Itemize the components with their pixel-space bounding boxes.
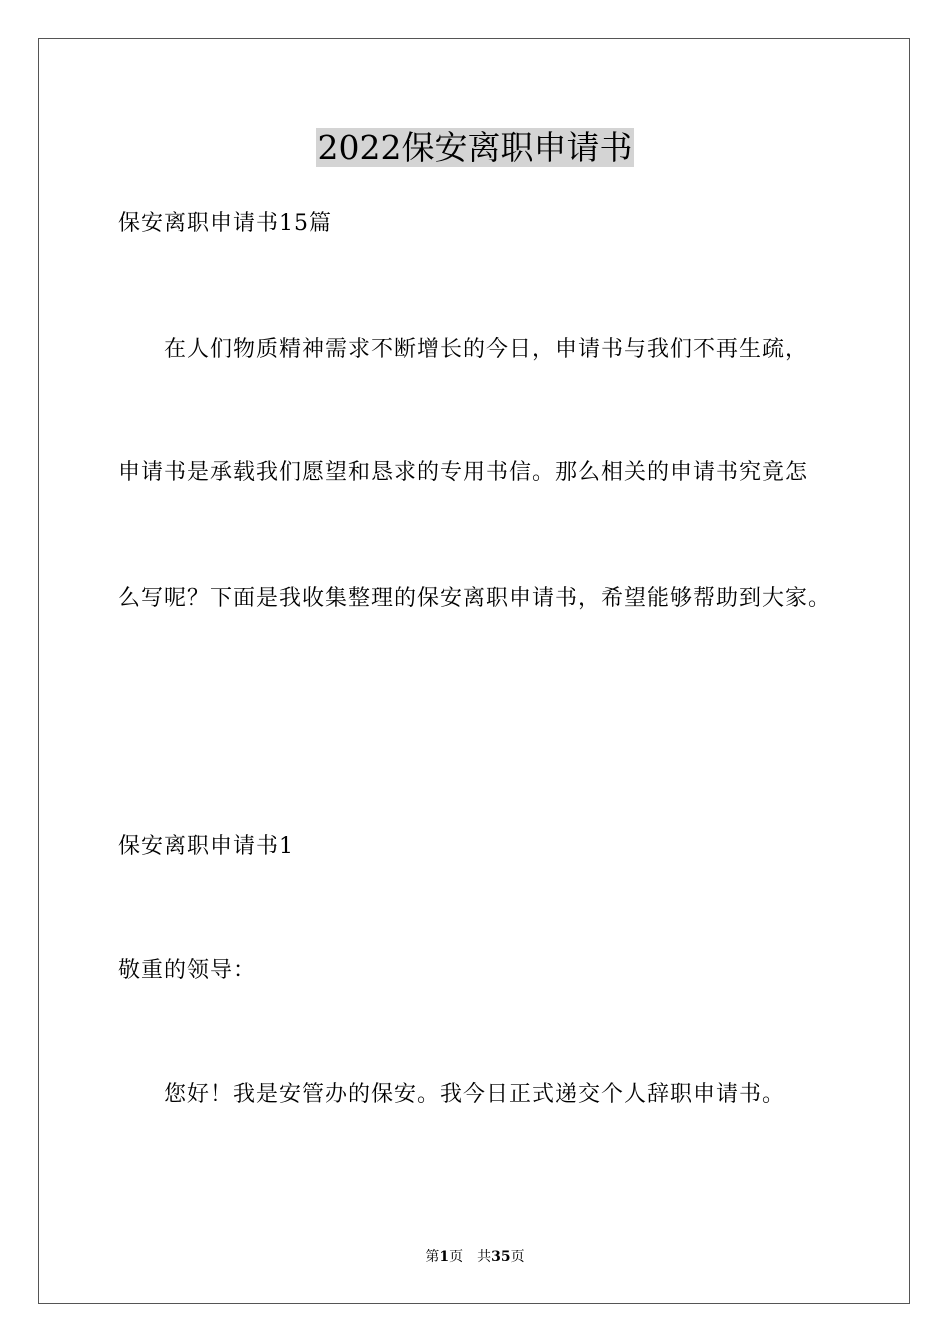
footer-suffix: 页: [510, 1249, 525, 1265]
footer-middle: 页 共: [449, 1249, 492, 1265]
document-title-text: 2022保安离职申请书: [317, 128, 633, 167]
footer-page-number: 1: [439, 1249, 450, 1265]
page-footer: [0, 1247, 950, 1267]
intro-line-2: 申请书是承载我们愿望和恳求的专用书信。那么相关的申请书究竟怎: [118, 460, 809, 485]
footer-total-pages: 35: [491, 1249, 511, 1265]
subtitle: 保安离职申请书15篇: [118, 211, 332, 236]
intro-line-1: 在人们物质精神需求不断增长的今日，申请书与我们不再生疏，: [164, 337, 809, 362]
body-paragraph: 您好！我是安管办的保安。我今日正式递交个人辞职申请书。: [164, 1082, 786, 1107]
section-heading: 保安离职申请书1: [118, 834, 294, 859]
salutation: 敬重的领导：: [118, 958, 257, 983]
footer-prefix: 第: [425, 1249, 440, 1265]
document-title: [0, 126, 950, 170]
intro-line-3: 么写呢？下面是我收集整理的保安离职申请书，希望能够帮助到大家。: [118, 586, 832, 611]
